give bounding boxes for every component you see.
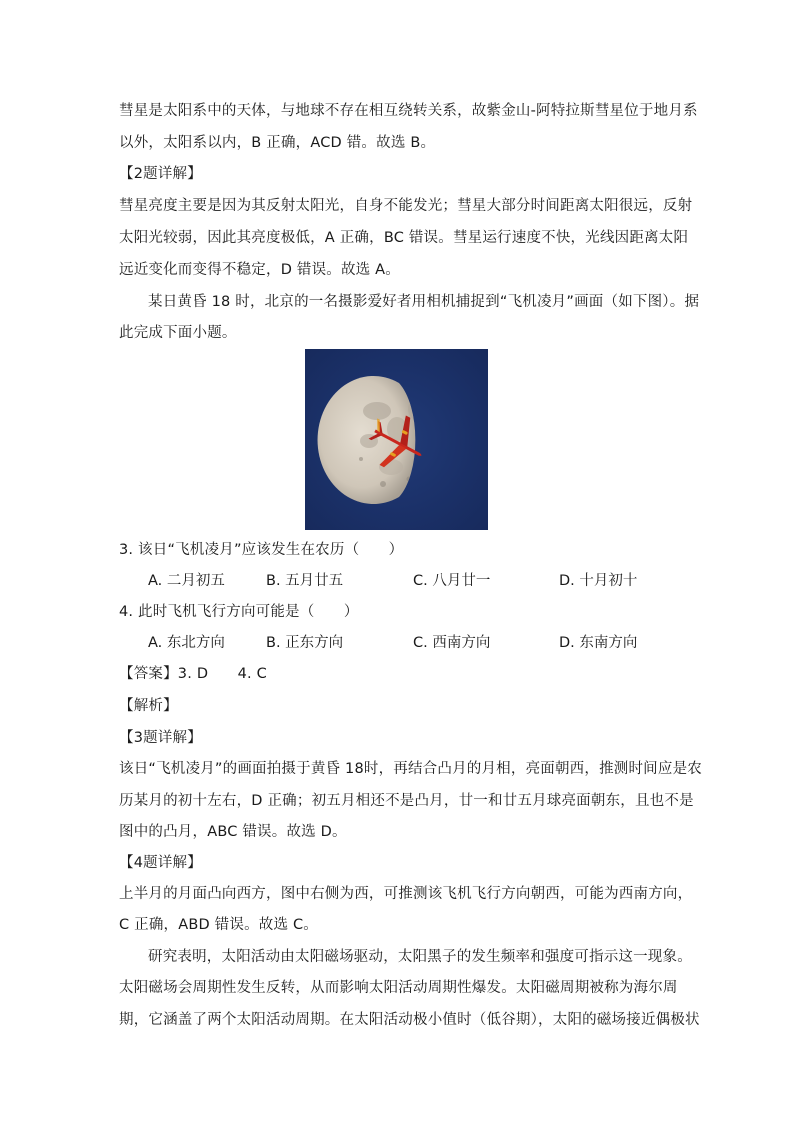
intro-line-1: 彗星是太阳系中的天体，与地球不存在相互绕转关系，故紫金山-阿特拉斯彗星位于地月系 (119, 103, 698, 119)
question-stem-line-1: 某日黄昏 18 时，北京的一名摄影爱好者用相机捕捉到“飞机凌月”画面（如下图）。据 (148, 294, 700, 310)
q2-detail-line-2: 太阳光较弱，因此其亮度极低，A 正确，BC 错误。彗星运行速度不快，光线因距离太阳 (119, 230, 689, 246)
question-3-text: 3. 该日“飞机凌月”应该发生在农历（ ） (119, 542, 404, 558)
q4-option-c[interactable]: C. 西南方向 (413, 635, 491, 651)
plane-crossing-moon-photo (305, 349, 488, 530)
q2-detail-heading: 【2题详解】 (119, 166, 202, 182)
question-4-text: 4. 此时飞机飞行方向可能是（ ） (119, 604, 359, 620)
q2-detail-line-1: 彗星亮度主要是因为其反射太阳光，自身不能发光；彗星大部分时间距离太阳很远，反射 (119, 198, 693, 214)
q3-option-b[interactable]: B. 五月廿五 (266, 573, 344, 589)
question-stem-line-2: 此完成下面小题。 (119, 325, 237, 341)
q4-detail-line-2: C 正确，ABD 错误。故选 C。 (119, 917, 319, 933)
q3-detail-line-1: 该日“飞机凌月”的画面拍摄于黄昏 18时，再结合凸月的月相，亮面朝西，推测时间应是农 (119, 761, 702, 777)
q4-detail-line-1: 上半月的月面凸向西方，图中右侧为西，可推测该飞机飞行方向朝西，可能为西南方向， (119, 886, 693, 902)
q3-detail-heading: 【3题详解】 (119, 730, 202, 746)
q4-detail-heading: 【4题详解】 (119, 855, 202, 871)
q3-option-c[interactable]: C. 八月廿一 (413, 573, 491, 589)
passage-line-1: 研究表明，太阳活动由太阳磁场驱动，太阳黑子的发生频率和强度可指示这一现象。 (148, 949, 692, 965)
answer-line: 【答案】3. D 4. C (119, 666, 267, 682)
intro-line-2: 以外，太阳系以内，B 正确，ACD 错。故选 B。 (119, 135, 436, 151)
q4-option-d[interactable]: D. 东南方向 (559, 635, 638, 651)
analysis-heading: 【解析】 (119, 698, 178, 714)
q3-detail-line-3: 图中的凸月，ABC 错误。故选 D。 (119, 824, 347, 840)
passage-line-2: 太阳磁场会周期性发生反转，从而影响太阳活动周期性爆发。太阳磁周期被称为海尔周 (119, 980, 678, 996)
q3-option-d[interactable]: D. 十月初十 (559, 573, 638, 589)
q4-option-b[interactable]: B. 正东方向 (266, 635, 344, 651)
q3-detail-line-2: 历某月的初十左右，D 正确；初五月相还不是凸月，廿一和廿五月球亮面朝东，且也不是 (119, 793, 694, 809)
passage-line-3: 期，它涵盖了两个太阳活动周期。在太阳活动极小值时（低谷期），太阳的磁场接近偶极状 (119, 1012, 700, 1028)
q2-detail-line-3: 远近变化而变得不稳定，D 错误。故选 A。 (119, 262, 401, 278)
q3-option-a[interactable]: A. 二月初五 (148, 573, 225, 589)
q4-option-a[interactable]: A. 东北方向 (148, 635, 225, 651)
